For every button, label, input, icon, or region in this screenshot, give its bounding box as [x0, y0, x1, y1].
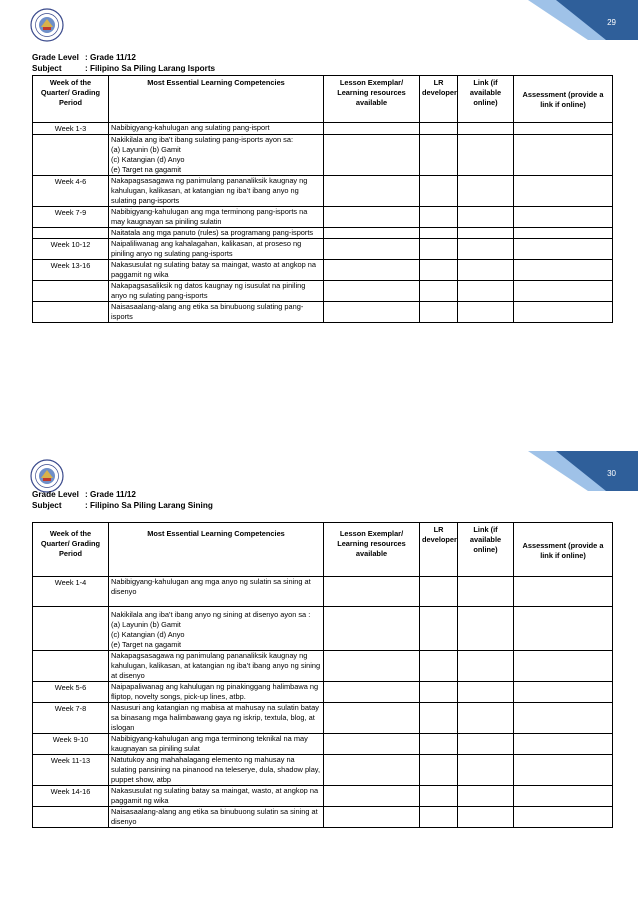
link-cell [458, 651, 514, 682]
lesson-cell [324, 207, 420, 228]
lr-cell [420, 302, 458, 323]
lr-cell [420, 123, 458, 135]
lr-cell [420, 207, 458, 228]
header-mec: Most Essential Learning Competencies [109, 76, 324, 123]
assessment-cell [514, 734, 613, 755]
week-cell: Week 4-6 [33, 176, 109, 207]
table-row [33, 682, 613, 703]
week-cell: Week 10-12 [33, 239, 109, 260]
assessment-cell [514, 281, 613, 302]
competency-cell: Nabibigyang-kahulugan ang sulating pang-isport [109, 123, 324, 135]
lesson-cell [324, 651, 420, 682]
table-row [33, 176, 613, 207]
lesson-cell [324, 281, 420, 302]
lesson-cell [324, 577, 420, 607]
lesson-cell [324, 123, 420, 135]
link-cell [458, 228, 514, 239]
week-cell [33, 135, 109, 176]
lesson-cell [324, 755, 420, 786]
link-cell [458, 734, 514, 755]
subject-line [32, 500, 213, 511]
header-lr-developer: LR developer [420, 523, 458, 577]
table-row [33, 281, 613, 302]
competency-cell: Naisasaalang-alang ang etika sa binubuong sulatin sa sining at disenyo [109, 807, 324, 828]
assessment-cell [514, 239, 613, 260]
table-header-row [33, 76, 613, 123]
week-cell: Week 9-10 [33, 734, 109, 755]
assessment-cell [514, 807, 613, 828]
week-cell [33, 228, 109, 239]
subject-label: Subject [32, 501, 62, 510]
week-cell: Week 7-9 [33, 207, 109, 228]
table-row [33, 302, 613, 323]
lr-cell [420, 786, 458, 807]
table-row [33, 734, 613, 755]
competency-cell: Nasusuri ang katangian ng mabisa at mahusay na sulatin batay sa binasang mga halimbawang gaya ng iskrip, textula, blog, at islogan [109, 703, 324, 734]
competency-cell: Naisasaalang-alang ang etika sa binubuong sulating pang-isports [109, 302, 324, 323]
table-row [33, 135, 613, 176]
week-cell [33, 281, 109, 302]
assessment-cell [514, 786, 613, 807]
lesson-cell [324, 239, 420, 260]
competency-cell: Naipaliliwanag ang kahalagahan, kalikasan, at proseso ng piniling anyo ng sulating pang-isports [109, 239, 324, 260]
lr-cell [420, 807, 458, 828]
link-cell [458, 703, 514, 734]
assessment-cell [514, 302, 613, 323]
assessment-cell [514, 755, 613, 786]
link-cell [458, 207, 514, 228]
lr-cell [420, 755, 458, 786]
assessment-cell [514, 123, 613, 135]
link-cell [458, 807, 514, 828]
table-row [33, 260, 613, 281]
lr-cell [420, 260, 458, 281]
lesson-cell [324, 786, 420, 807]
competency-cell: Nabibigyang-kahulugan ang mga anyo ng sulatin sa sining at disenyo [109, 577, 324, 607]
competency-cell: Nakapagsasagawa ng panimulang pananaliksik kaugnay ng kahulugan, kalikasan, at katangian ng iba’t ibang anyo ng sulating pang-isports [109, 176, 324, 207]
grade-level-label: Grade Level [32, 53, 79, 62]
deped-seal-icon [30, 459, 64, 493]
table-row [33, 807, 613, 828]
lesson-cell [324, 703, 420, 734]
link-cell [458, 260, 514, 281]
week-cell: Week 5-6 [33, 682, 109, 703]
grade-level-label: Grade Level [32, 490, 79, 499]
competency-cell: Naitatala ang mga panuto (rules) sa programang pang-isports [109, 228, 324, 239]
assessment-cell [514, 207, 613, 228]
grade-level-value: : Grade 11/12 [85, 53, 136, 62]
header-link: Link (if available online) [458, 76, 514, 123]
lesson-cell [324, 135, 420, 176]
competency-cell: Naipapaliwanag ang kahulugan ng pinakinggang halimbawa ng fliptop, novelty songs, pick-up lines, atbp. [109, 682, 324, 703]
competency-cell: Nakasusulat ng sulating batay sa maingat, wasto, at angkop na paggamit ng wika [109, 786, 324, 807]
link-cell [458, 755, 514, 786]
table-row [33, 703, 613, 734]
competency-cell: Nakapagsasagawa ng panimulang pananaliksik kaugnay ng kahulugan, kalikasan, at katangian ng iba’t ibang anyo ng sining at disenyo [109, 651, 324, 682]
page-corner-decoration [528, 451, 638, 491]
lesson-cell [324, 302, 420, 323]
lesson-cell [324, 607, 420, 651]
link-cell [458, 281, 514, 302]
week-cell [33, 302, 109, 323]
lr-cell [420, 682, 458, 703]
page-number: 29 [607, 18, 616, 27]
lr-cell [420, 607, 458, 651]
assessment-cell [514, 135, 613, 176]
table-row [33, 228, 613, 239]
competencies-table [32, 75, 613, 323]
lr-cell [420, 734, 458, 755]
header-lesson: Lesson Exemplar/ Learning resources available [324, 76, 420, 123]
lesson-cell [324, 682, 420, 703]
lr-cell [420, 577, 458, 607]
header-mec: Most Essential Learning Competencies [109, 523, 324, 577]
page-corner-decoration [528, 0, 638, 40]
competency-cell: Nakasusulat ng sulating batay sa maingat, wasto at angkop na paggamit ng wika [109, 260, 324, 281]
assessment-cell [514, 703, 613, 734]
competency-cell: Natutukoy ang mahahalagang elemento ng mahusay na sulating pansining na pinanood na teleserye, dula, shadow play, puppet show, atbp [109, 755, 324, 786]
link-cell [458, 786, 514, 807]
grade-level-value: : Grade 11/12 [85, 490, 136, 499]
competency-cell: Nabibigyang-kahulugan ang mga terminong teknikal na may kaugnayan sa piniling sulat [109, 734, 324, 755]
link-cell [458, 607, 514, 651]
lr-cell [420, 651, 458, 682]
deped-seal-icon [30, 8, 64, 42]
table-row [33, 607, 613, 651]
link-cell [458, 123, 514, 135]
assessment-cell [514, 651, 613, 682]
lesson-cell [324, 228, 420, 239]
table-row [33, 239, 613, 260]
week-cell [33, 651, 109, 682]
competency-cell: Nakikilala ang iba’t ibang anyo ng sining at disenyo ayon sa : (a) Layunin (b) Gamit (c) Katangian (d) Anyo (e) Target na gagamit [109, 607, 324, 651]
lesson-cell [324, 807, 420, 828]
subject-value: : Filipino Sa Piling Larang Isports [85, 64, 216, 73]
page-number: 30 [607, 469, 616, 478]
assessment-cell [514, 682, 613, 703]
week-cell: Week 1-3 [33, 123, 109, 135]
week-cell: Week 11-13 [33, 755, 109, 786]
lr-cell [420, 703, 458, 734]
lr-cell [420, 176, 458, 207]
header-assessment: Assessment (provide a link if online) [514, 76, 613, 123]
lr-cell [420, 239, 458, 260]
assessment-cell [514, 176, 613, 207]
week-cell: Week 14-16 [33, 786, 109, 807]
link-cell [458, 682, 514, 703]
subject-line [32, 63, 215, 74]
week-cell [33, 607, 109, 651]
lesson-cell [324, 176, 420, 207]
document-page-30 [0, 451, 638, 902]
assessment-cell [514, 228, 613, 239]
table-header-row [33, 523, 613, 577]
grade-level-line [32, 489, 136, 500]
link-cell [458, 577, 514, 607]
header-week: Week of the Quarter/ Grading Period [33, 76, 109, 123]
link-cell [458, 176, 514, 207]
table-row [33, 651, 613, 682]
competency-cell: Nabibigyang-kahulugan ang mga terminong pang-isports na may kaugnayan sa piniling sulatin [109, 207, 324, 228]
header-week: Week of the Quarter/ Grading Period [33, 523, 109, 577]
table-row [33, 786, 613, 807]
competency-cell: Nakikilala ang iba’t ibang sulating pang-isports ayon sa: (a) Layunin (b) Gamit (c) Katangian (d) Anyo (e) Target na gagamit [109, 135, 324, 176]
week-cell: Week 7-8 [33, 703, 109, 734]
subject-label: Subject [32, 64, 62, 73]
header-assessment: Assessment (provide a link if online) [514, 523, 613, 577]
table-row [33, 577, 613, 607]
lesson-cell [324, 734, 420, 755]
lr-cell [420, 135, 458, 176]
assessment-cell [514, 607, 613, 651]
assessment-cell [514, 260, 613, 281]
header-lesson: Lesson Exemplar/ Learning resources available [324, 523, 420, 577]
header-lr-developer: LR developer [420, 76, 458, 123]
subject-value: : Filipino Sa Piling Larang Sining [85, 501, 213, 510]
lesson-cell [324, 260, 420, 281]
competency-cell: Nakapagsasaliksik ng datos kaugnay ng isusulat na piniling anyo ng sulating pang-isports [109, 281, 324, 302]
table-row [33, 207, 613, 228]
assessment-cell [514, 577, 613, 607]
header-link: Link (if available online) [458, 523, 514, 577]
lr-cell [420, 281, 458, 302]
link-cell [458, 239, 514, 260]
table-row [33, 123, 613, 135]
table-row [33, 755, 613, 786]
week-cell [33, 807, 109, 828]
week-cell: Week 1-4 [33, 577, 109, 607]
lr-cell [420, 228, 458, 239]
week-cell: Week 13-16 [33, 260, 109, 281]
competencies-table [32, 522, 613, 828]
link-cell [458, 135, 514, 176]
link-cell [458, 302, 514, 323]
grade-level-line [32, 52, 136, 63]
